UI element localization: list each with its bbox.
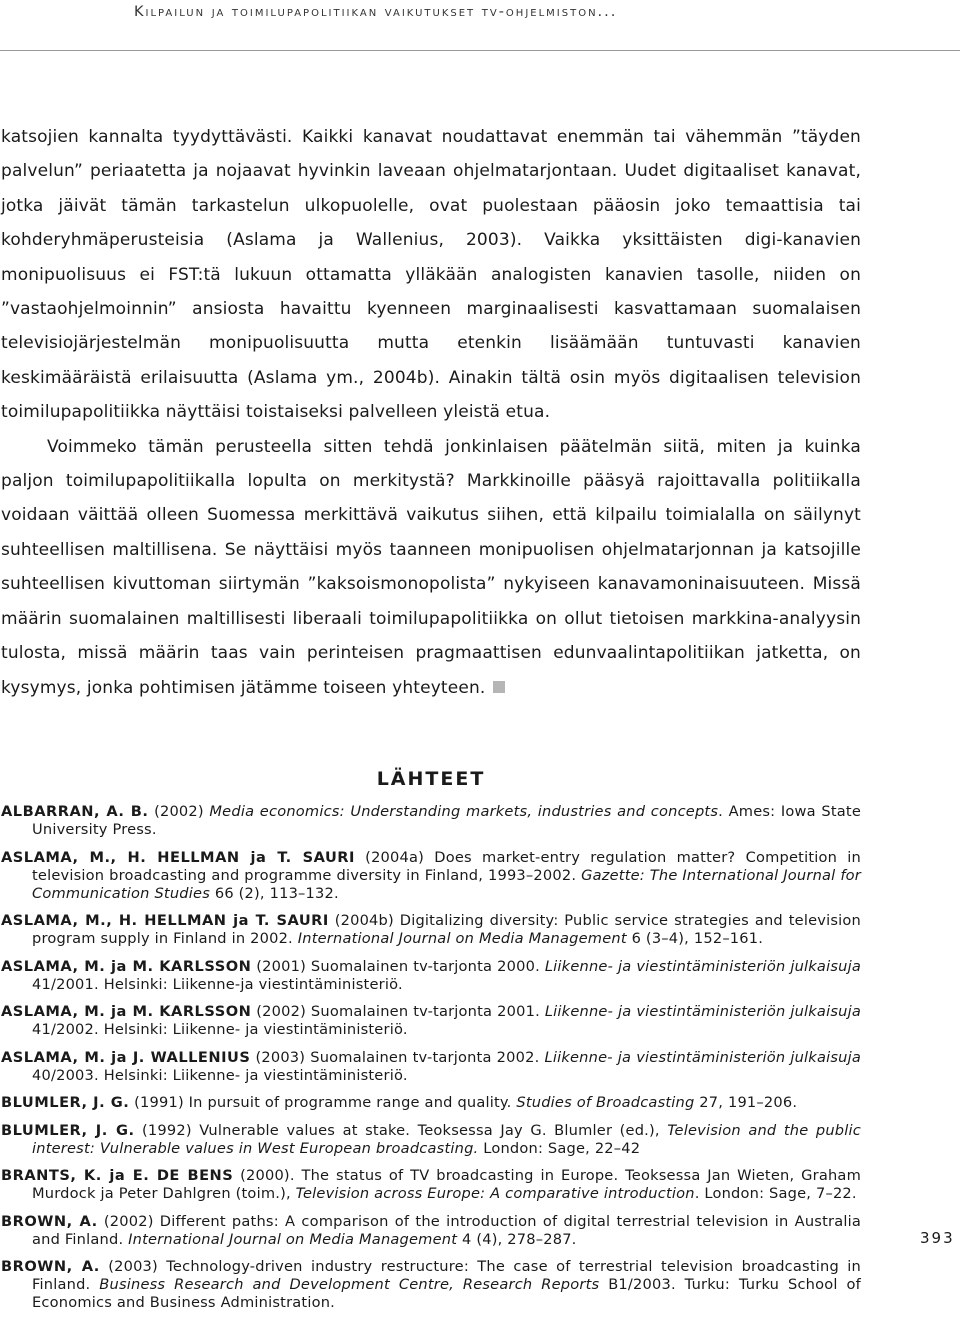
reference-item bbox=[1, 958, 861, 994]
reference-text: 6 (3–4), 152–161. bbox=[626, 930, 764, 947]
page-number: 393 bbox=[920, 1229, 955, 1247]
reference-text: (2003) Technology-driven industry restructure: The case of terrestrial television broadcasting in Finland. bbox=[32, 1258, 862, 1293]
reference-text: (2002) bbox=[148, 803, 210, 820]
reference-item bbox=[1, 803, 861, 839]
reference-text: (2002) Different paths: A comparison of the introduction of digital terrestrial television in Australia and Finland. bbox=[32, 1212, 861, 1248]
running-head: Kilpailun ja toimilupapolitiikan vaikutukset tv-ohjelmiston... bbox=[134, 4, 618, 20]
reference-item bbox=[1, 1258, 861, 1312]
reference-authors: BROWN, A. bbox=[1, 1212, 98, 1230]
reference-text: . Ames: Iowa State University Press. bbox=[32, 803, 862, 838]
reference-text: (2004b) Digitalizing diversity: Public service strategies and television program supply in Finland in 2002. bbox=[32, 912, 861, 947]
reference-text: (1991) In pursuit of programme range and quality. bbox=[129, 1094, 517, 1111]
reference-title: Television across Europe: A comparative introduction bbox=[295, 1185, 695, 1202]
reference-text: 4 (4), 278–287. bbox=[457, 1230, 577, 1248]
reference-title: Gazette: The International Journal for Communication Studies bbox=[32, 866, 861, 902]
paragraph-text: katsojien kannalta tyydyttävästi. Kaikki kanavat noudattavat enemmän tai vähemmän ”täyden palvelun” periaatetta ja nojaavat hyvinkin laveaan ohjelmatarjontaan. Uudet digitaaliset kanavat, jotka jäivät tämän tarkastelun ulkopuolelle, ovat puolestaan pääosin joko temaattisia tai kohderyhmäperusteisia (Aslama ja Wallenius, 2003). Vaikka yksittäisten digi-kanavien monipuolisuus ei FST:tä lukuun ottamatta ylläkään analogisten kanavien tasolle, niiden on ”vastaohjelmoinnin” ansiosta havaittu kyenneen marginaalisesti kasvattamaan suomalaisen televisiojärjestelmän monipuolisuutta mutta etenkin lisäämään tuntuvasti kanavien keskimääräistä erilaisuutta (Aslama ym., 2004b). Ainakin tältä osin myös digitaalisen television toimilupapolitiikka näyttäisi toistaiseksi palvelleen yleistä etua. bbox=[1, 127, 861, 423]
reference-item bbox=[1, 1003, 861, 1039]
reference-text: 40/2003. Helsinki: Liikenne- ja viestintäministeriö. bbox=[32, 1066, 408, 1084]
reference-item bbox=[1, 849, 861, 903]
reference-authors: ALBARRAN, A. B. bbox=[1, 803, 149, 820]
reference-authors: BLUMLER, J. G. bbox=[1, 1094, 130, 1111]
body-text bbox=[1, 120, 861, 705]
reference-text: 27, 191–206. bbox=[694, 1094, 798, 1111]
reference-item bbox=[1, 1049, 861, 1085]
end-of-article-mark-icon bbox=[493, 681, 505, 693]
reference-text: (2003) Suomalainen tv-tarjonta 2002. bbox=[250, 1048, 545, 1066]
reference-title: Business Research and Development Centre, Research Reports bbox=[99, 1276, 600, 1293]
reference-text: B1/2003. Turku: Turku School of Economics and Business Administration. bbox=[32, 1276, 861, 1311]
reference-title: International Journal on Media Management bbox=[128, 1230, 458, 1248]
reference-authors: BLUMLER, J. G. bbox=[1, 1121, 135, 1139]
paragraph bbox=[1, 120, 861, 430]
reference-authors: BROWN, A. bbox=[1, 1258, 100, 1275]
reference-title: Liikenne- ja viestintäministeriön julkaisuja bbox=[544, 957, 861, 975]
reference-title: Studies of Broadcasting bbox=[516, 1094, 695, 1111]
reference-item bbox=[1, 912, 861, 948]
reference-text: 41/2001. Helsinki: Liikenne-ja viestintäministeriö. bbox=[32, 975, 403, 993]
reference-authors: ASLAMA, M. ja J. WALLENIUS bbox=[1, 1048, 251, 1066]
reference-title: Liikenne- ja viestintäministeriön julkaisuja bbox=[544, 1003, 861, 1020]
reference-text: (2001) Suomalainen tv-tarjonta 2000. bbox=[251, 957, 545, 975]
references-list bbox=[1, 803, 861, 1322]
reference-text: (2002) Suomalainen tv-tarjonta 2001. bbox=[251, 1003, 545, 1020]
reference-text: . London: Sage, 7–22. bbox=[694, 1185, 857, 1202]
reference-title: Liikenne- ja viestintäministeriön julkaisuja bbox=[544, 1048, 861, 1066]
reference-text: (1992) Vulnerable values at stake. Teoksessa Jay G. Blumler (ed.), bbox=[134, 1121, 668, 1139]
reference-text: (2004a) Does market-entry regulation matter? Competition in television broadcasting and programme diversity in Finland, 1993–2002. bbox=[32, 848, 861, 884]
paragraph bbox=[1, 430, 861, 705]
reference-title: Television and the public interest: Vulnerable values in West European broadcasting. bbox=[32, 1121, 861, 1157]
reference-authors: ASLAMA, M., H. HELLMAN ja T. SAURI bbox=[1, 848, 355, 866]
reference-item bbox=[1, 1094, 861, 1112]
reference-authors: ASLAMA, M., H. HELLMAN ja T. SAURI bbox=[1, 912, 329, 929]
reference-title: International Journal on Media Management bbox=[297, 930, 627, 947]
reference-item bbox=[1, 1122, 861, 1158]
reference-text: London: Sage, 22–42 bbox=[478, 1139, 641, 1157]
references-heading: LÄHTEET bbox=[376, 768, 486, 790]
reference-text: (2000). The status of TV broadcasting in Europe. Teoksessa Jan Wieten, Graham Murdock ja Peter Dahlgren (toim.), bbox=[32, 1167, 861, 1202]
reference-authors: ASLAMA, M. ja M. KARLSSON bbox=[1, 1003, 252, 1020]
reference-text: 66 (2), 113–132. bbox=[210, 884, 339, 902]
reference-authors: BRANTS, K. ja E. DE BENS bbox=[1, 1167, 234, 1184]
reference-item bbox=[1, 1167, 861, 1203]
reference-item bbox=[1, 1213, 861, 1249]
reference-title: Media economics: Understanding markets, industries and concepts bbox=[209, 803, 719, 820]
reference-text: 41/2002. Helsinki: Liikenne- ja viestintäministeriö. bbox=[32, 1021, 408, 1038]
reference-authors: ASLAMA, M. ja M. KARLSSON bbox=[1, 957, 252, 975]
paragraph-text: Voimmeko tämän perusteella sitten tehdä jonkinlaisen päätelmän siitä, miten ja kuinka paljon toimilupapolitiikalla lopulta on merkitystä? Markkinoille pääsyä rajoittavalla politiikalla voidaan väittää olleen Suomessa merkittävä vaikutus siihen, että kilpailu toimialalla on säilynyt suhteellisen maltillisena. Se näyttäisi myös taanneen monipuolisen ohjelmatarjonnan ja katsojille suhteellisen kivuttoman siirtymän ”kaksoismonopolista” nykyiseen kanavamoninaisuuteen. Missä määrin suomalainen maltillisesti liberaali toimilupapolitiikka on ollut tietoisen markkina-analyysin tulosta, missä määrin taas vain perinteisen pragmaattisen edunvaalintapolitiikan jatketta, on kysymys, jonka pohtimisen jätämme toiseen yhteyteen. bbox=[1, 436, 861, 698]
header-rule bbox=[0, 50, 960, 51]
